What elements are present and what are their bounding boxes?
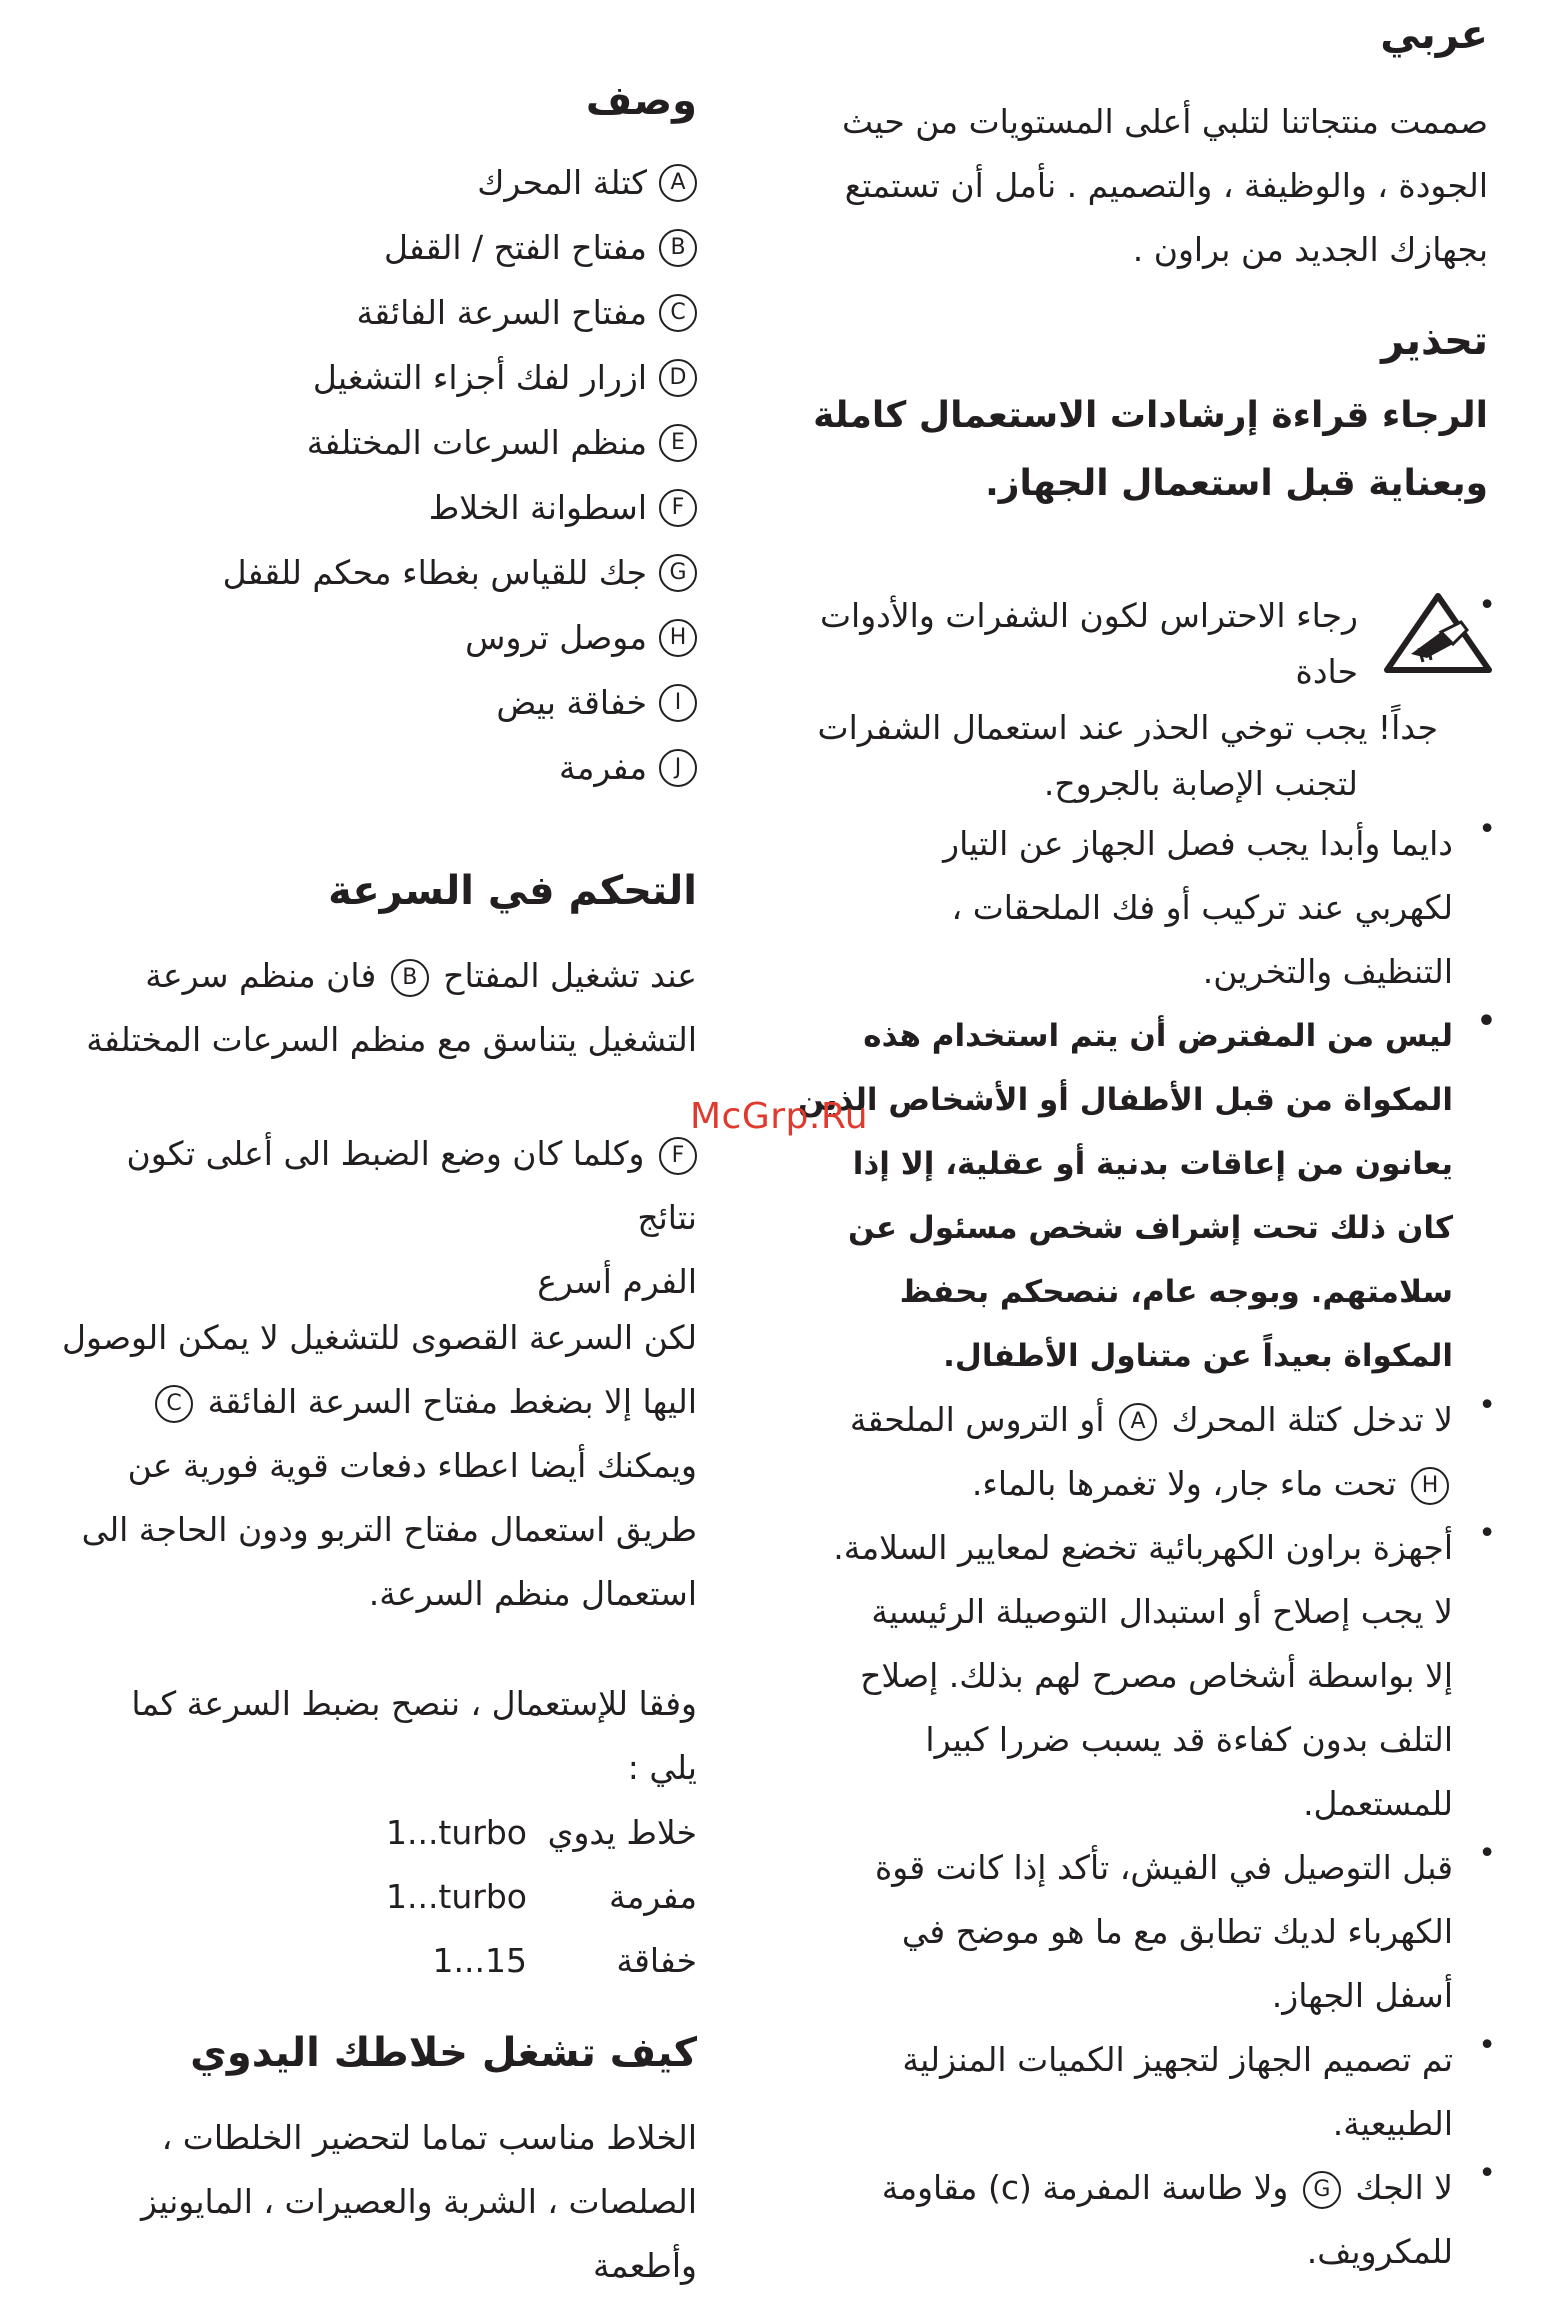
bullet-line: كان ذلك تحت إشراف شخص مسئول عن (847, 1210, 1453, 1246)
part-letter-badge: D (659, 359, 697, 397)
bullet-item (783, 1836, 1496, 2028)
part-letter-badge: I (659, 684, 697, 722)
speed-line: الفرم أسرع (537, 1262, 697, 1301)
bullet-text: ولا طاسة المفرمة (c) مقاومة (881, 2168, 1289, 2207)
part-letter-badge: G (1303, 2171, 1341, 2209)
part-label: كتلة المحرك (477, 163, 647, 202)
bullet-line: لتجنب الإصابة بالجروح. (1043, 764, 1358, 803)
intro-line: صممت منتجاتنا لتلبي أعلى المستويات من حيث (842, 102, 1488, 141)
bullet-line: المكواة من قبل الأطفال أو الأشخاص الذين (797, 1082, 1453, 1118)
part-letter-badge: B (391, 959, 429, 997)
bullet-item (783, 2028, 1496, 2156)
part-letter-badge: C (155, 1385, 193, 1423)
part-letter-badge: C (659, 294, 697, 332)
part-label: مفتاح السرعة الفائقة (356, 293, 647, 332)
speed-line: وفقا للإستعمال ، ننصح بضبط السرعة كما (131, 1684, 697, 1723)
intro-paragraph (793, 90, 1488, 282)
bullet-line: التنظيف والتخرين. (1202, 952, 1453, 991)
bullet-line: رجاء الاحتراس لكون الشفرات والأدوات حادة (819, 596, 1358, 691)
speed-paragraph-1 (57, 944, 697, 1072)
bullet-dot: • (1478, 2028, 1496, 2063)
bullet-line: أسفل الجهاز. (1271, 1976, 1453, 2015)
parts-list-item (57, 605, 697, 670)
bullet-line: سلامتهم. وبوجه عام، ننصحكم بحفظ (899, 1274, 1453, 1310)
speed-line: لكن السرعة القصوى للتشغيل لا يمكن الوصول (62, 1318, 697, 1357)
bullet-line (783, 1452, 1453, 1516)
how-to-line: الخلاط مناسب تماما لتحضير الخلطات ، (161, 2118, 697, 2157)
bullet-text: لا تدخل كتلة المحرك (1171, 1400, 1453, 1439)
part-letter-badge: G (659, 554, 697, 592)
speed-table-row (57, 1864, 697, 1928)
part-label: مفرمة (559, 748, 647, 787)
speed-text: اليها إلا بضغط مفتاح السرعة الفائقة (207, 1382, 697, 1421)
intro-line: الجودة ، والوظيفة ، والتصميم . نأمل أن تستمتع (844, 166, 1488, 205)
bullet-line: إلا بواسطة أشخاص مصرح لهم بذلك. إصلاح (860, 1656, 1453, 1695)
parts-list-item (57, 410, 697, 475)
parts-list-item (57, 540, 697, 605)
bullet-dot: • (1478, 812, 1496, 847)
warning-title: تحذير (1381, 318, 1488, 364)
parts-list-item (57, 735, 697, 800)
speed-value: 1...15 (432, 1940, 527, 1980)
part-letter-badge: H (1411, 1467, 1449, 1505)
speed-line: استعمال منظم السرعة. (368, 1574, 697, 1613)
warning-bold-text (793, 382, 1488, 518)
parts-list-item (57, 215, 697, 280)
how-to-line: الصلصات ، الشربة والعصيرات ، المايونيز وأطعمة (140, 2182, 697, 2285)
warning-bold-line: الرجاء قراءة إرشادات الاستعمال كاملة (813, 395, 1488, 436)
bullet-line: التلف بدون كفاءة قد يسبب ضررا كبيرا (925, 1720, 1453, 1759)
parts-list-item (57, 345, 697, 410)
speed-line: طريق استعمال مفتاح التربو ودون الحاجة الى (81, 1510, 697, 1549)
speed-line: التشغيل يتناسق مع منظم السرعات المختلفة (86, 1020, 697, 1059)
bullet-line (783, 1388, 1453, 1452)
speed-settings-table (57, 1800, 697, 1992)
part-letter-badge: H (659, 619, 697, 657)
bullet-item (783, 812, 1496, 1004)
bullet-line: للمستعمل. (1303, 1784, 1453, 1823)
speed-table-row (57, 1928, 697, 1992)
bullet-line: لا يجب إصلاح أو استبدال التوصيلة الرئيسية (871, 1592, 1453, 1631)
speed-line (57, 1122, 697, 1250)
language-heading: عربي (1380, 12, 1488, 58)
appliance-label: خفاقة (616, 1940, 697, 1980)
part-letter-badge: A (1119, 1403, 1157, 1441)
parts-list-item (57, 475, 697, 540)
part-label: منظم السرعات المختلفة (306, 423, 647, 462)
intro-line: بجهازك الجديد من براون . (1132, 230, 1488, 269)
how-to-heading: كيف تشغل خلاطك اليدوي (190, 2030, 697, 2076)
appliance-label: خلاط يدوي (547, 1812, 697, 1852)
part-letter-badge: F (659, 489, 697, 527)
bullet-item (783, 1004, 1496, 1388)
speed-paragraph-2 (57, 1122, 697, 1314)
part-letter-badge: J (659, 749, 697, 787)
speed-paragraph-3 (57, 1306, 697, 1626)
speed-line: ويمكنك أيضا اعطاء دفعات قوية فورية عن (127, 1446, 697, 1485)
appliance-label: مفرمة (609, 1876, 697, 1916)
part-label: ازرار لفك أجزاء التشغيل (312, 358, 647, 397)
bullet-line: جداً! يجب توخي الحذر عند استعمال الشفرات (817, 708, 1438, 747)
safety-bullets (783, 588, 1496, 2284)
parts-list (57, 150, 697, 800)
speed-control-heading: التحكم في السرعة (328, 868, 697, 914)
bullet-dot: • (1478, 2156, 1496, 2191)
bullet-dot: • (1476, 1004, 1496, 1039)
bullet-line: الطبيعية. (1332, 2104, 1453, 2143)
bullet-line: ليس من المفترض أن يتم استخدام هذه (863, 1018, 1453, 1054)
part-label: مفتاح الفتح / القفل (383, 228, 647, 267)
part-letter-badge: E (659, 424, 697, 462)
part-letter-badge: A (659, 164, 697, 202)
bullet-line: لكهربي عند تركيب أو فك الملحقات ، (951, 888, 1453, 927)
speed-line: يلي : (627, 1748, 697, 1787)
parts-list-item (57, 150, 697, 215)
bullet-line: دايما وأبدا يجب فصل الجهاز عن التيار (943, 824, 1453, 863)
speed-text: عند تشغيل المفتاح (443, 956, 697, 995)
bullet-item (783, 1516, 1496, 1836)
bullet-dot: • (1478, 1836, 1496, 1871)
bullet-line: الكهرباء لديك تطابق مع ما هو موضح في (901, 1912, 1453, 1951)
speed-text: فان منظم سرعة (145, 956, 377, 995)
bullet-text: تحت ماء جار، ولا تغمرها بالماء. (971, 1464, 1397, 1503)
bullet-line (783, 2156, 1453, 2220)
speed-paragraph-4 (57, 1672, 697, 1800)
parts-list-item (57, 280, 697, 345)
speed-value: 1...turbo (385, 1812, 527, 1852)
part-label: اسطوانة الخلاط (428, 488, 647, 527)
speed-text: وكلما كان وضع الضبط الى أعلى تكون نتائج (126, 1134, 697, 1237)
part-label: موصل تروس (465, 618, 647, 657)
site-watermark: McGrp.Ru (690, 1096, 869, 1137)
bullet-item (783, 1388, 1496, 1516)
bullet-line: يعانون من إعاقات بدنية أو عقلية، إلا إذا (852, 1146, 1453, 1182)
bullet-dot: • (1478, 1388, 1496, 1423)
bullet-line: تم تصميم الجهاز لتجهيز الكميات المنزلية (902, 2040, 1453, 2079)
speed-value: 1...turbo (385, 1876, 527, 1916)
speed-line (57, 944, 697, 1008)
warning-bold-line: وبعناية قبل استعمال الجهاز. (985, 463, 1488, 504)
how-to-paragraph (57, 2106, 697, 2298)
part-label: خفاقة بيض (496, 683, 647, 722)
bullet-text: أو التروس الملحقة (849, 1400, 1105, 1439)
bullet-dot: • (1478, 588, 1496, 623)
bullet-line: للمكرويف. (1306, 2232, 1453, 2271)
part-letter-badge: F (659, 1137, 697, 1175)
bullet-dot: • (1478, 1516, 1496, 1551)
description-heading: وصف (585, 78, 697, 124)
bullet-item (783, 2156, 1496, 2284)
bullet-line: المكواة بعيداً عن متناول الأطفال. (943, 1338, 1453, 1374)
bullet-line: قبل التوصيل في الفيش، تأكد إذا كانت قوة (875, 1848, 1453, 1887)
parts-list-item (57, 670, 697, 735)
part-label: جك للقياس بغطاء محكم للقفل (222, 553, 647, 592)
bullet-text: لا الجك (1355, 2168, 1453, 2207)
part-letter-badge: B (659, 229, 697, 267)
speed-line (57, 1370, 697, 1434)
bullet-item (783, 588, 1496, 812)
speed-table-row (57, 1800, 697, 1864)
bullet-line: أجهزة براون الكهربائية تخضع لمعايير السلامة. (833, 1528, 1453, 1567)
